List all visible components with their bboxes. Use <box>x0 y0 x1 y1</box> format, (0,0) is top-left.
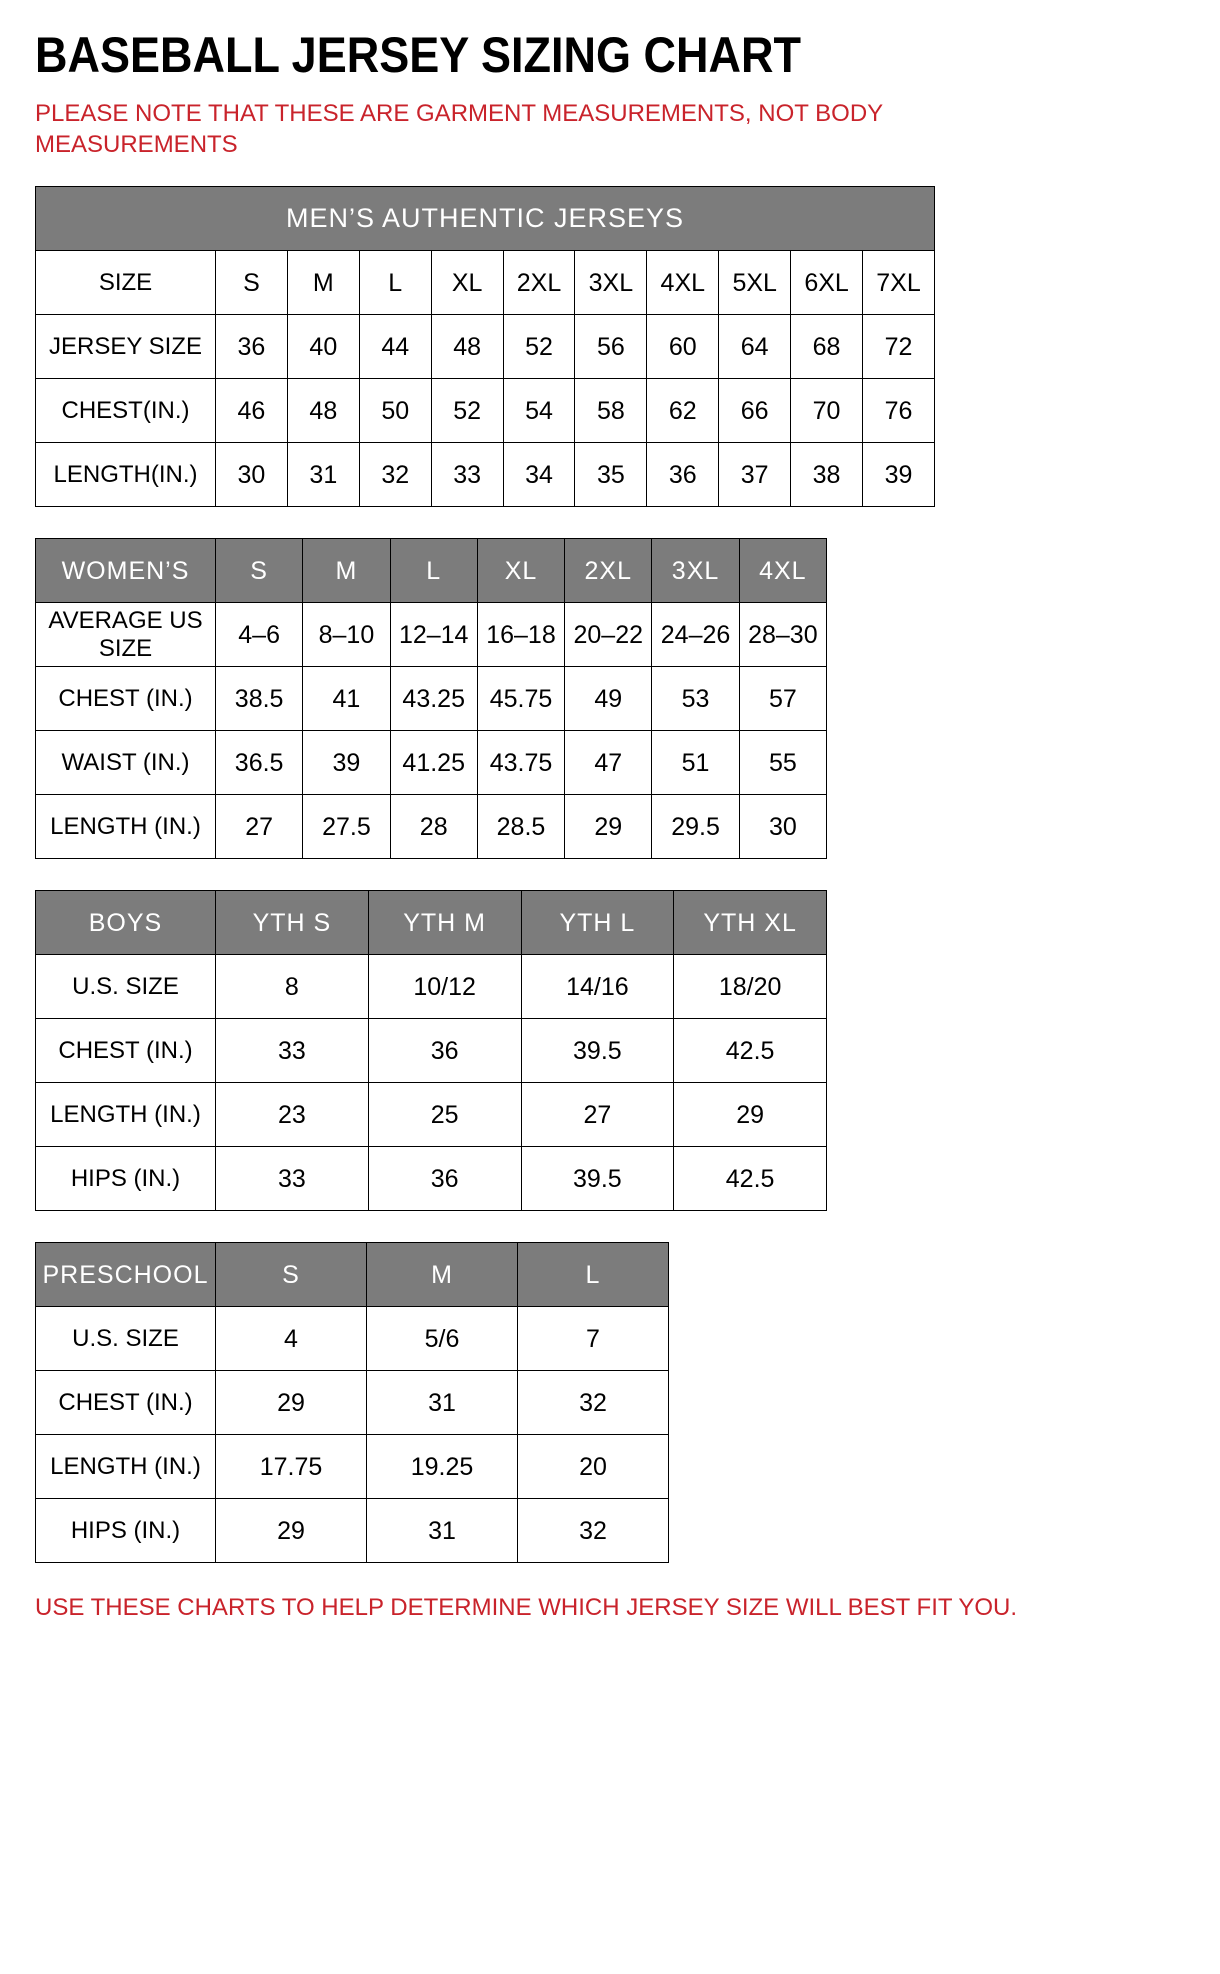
table-row <box>36 379 935 443</box>
row-label: LENGTH (IN.) <box>36 795 216 859</box>
mens-table-title: MEN’S AUTHENTIC JERSEYS <box>36 187 935 251</box>
value-cell: 49 <box>565 667 652 731</box>
row-label: JERSEY SIZE <box>36 315 216 379</box>
table-row <box>36 1371 669 1435</box>
womens-table-body <box>36 603 827 859</box>
value-cell: 7XL <box>863 251 935 315</box>
footer-note: USE THESE CHARTS TO HELP DETERMINE WHICH JERSEY SIZE WILL BEST FIT YOU. <box>35 1594 1018 1622</box>
boys-sizing-table <box>35 890 827 1211</box>
size-header-cell: M <box>367 1243 518 1307</box>
value-cell: 20–22 <box>565 603 652 667</box>
table-row <box>36 955 827 1019</box>
value-cell: 53 <box>652 667 739 731</box>
value-cell: 47 <box>565 731 652 795</box>
table-row <box>36 795 827 859</box>
value-cell: 3XL <box>575 251 647 315</box>
value-cell: 29 <box>674 1083 827 1147</box>
value-cell: 56 <box>575 315 647 379</box>
value-cell: 42.5 <box>674 1019 827 1083</box>
value-cell: 41.25 <box>390 731 477 795</box>
row-label: LENGTH(IN.) <box>36 443 216 507</box>
preschool-table-title: PRESCHOOL <box>36 1243 216 1307</box>
value-cell: 7 <box>518 1307 669 1371</box>
value-cell: 32 <box>518 1499 669 1563</box>
mens-table-head <box>36 187 935 251</box>
value-cell: 18/20 <box>674 955 827 1019</box>
boys-table-body <box>36 955 827 1211</box>
value-cell: 39.5 <box>521 1019 674 1083</box>
value-cell: 36 <box>216 315 288 379</box>
row-label: LENGTH (IN.) <box>36 1083 216 1147</box>
value-cell: 36 <box>368 1147 521 1211</box>
value-cell: 33 <box>431 443 503 507</box>
mens-sizing-table <box>35 186 935 507</box>
value-cell: 33 <box>216 1019 369 1083</box>
value-cell: 30 <box>739 795 826 859</box>
value-cell: XL <box>431 251 503 315</box>
value-cell: 28 <box>390 795 477 859</box>
row-label: SIZE <box>36 251 216 315</box>
value-cell: 6XL <box>791 251 863 315</box>
value-cell: L <box>359 251 431 315</box>
value-cell: 51 <box>652 731 739 795</box>
value-cell: 4XL <box>647 251 719 315</box>
size-header-cell: S <box>216 1243 367 1307</box>
row-label: CHEST (IN.) <box>36 1019 216 1083</box>
value-cell: 28.5 <box>477 795 564 859</box>
size-header-cell: L <box>518 1243 669 1307</box>
value-cell: 52 <box>503 315 575 379</box>
row-label: U.S. SIZE <box>36 1307 216 1371</box>
table-row <box>36 731 827 795</box>
size-header-cell: YTH L <box>521 891 674 955</box>
preschool-table-body <box>36 1307 669 1563</box>
womens-table-head <box>36 539 827 603</box>
table-row <box>36 1307 669 1371</box>
value-cell: 20 <box>518 1435 669 1499</box>
table-row <box>36 443 935 507</box>
value-cell: 64 <box>719 315 791 379</box>
row-label: CHEST (IN.) <box>36 667 216 731</box>
table-row <box>36 315 935 379</box>
table-row <box>36 1147 827 1211</box>
value-cell: 16–18 <box>477 603 564 667</box>
value-cell: 28–30 <box>739 603 826 667</box>
womens-table-title: WOMEN’S <box>36 539 216 603</box>
row-label: LENGTH (IN.) <box>36 1435 216 1499</box>
size-header-cell: YTH XL <box>674 891 827 955</box>
row-label: CHEST (IN.) <box>36 1371 216 1435</box>
mens-table-body <box>36 251 935 507</box>
womens-header-row <box>36 539 827 603</box>
value-cell: 8–10 <box>303 603 390 667</box>
value-cell: 31 <box>367 1499 518 1563</box>
value-cell: 30 <box>216 443 288 507</box>
value-cell: 29 <box>216 1371 367 1435</box>
boys-header-row <box>36 891 827 955</box>
value-cell: 44 <box>359 315 431 379</box>
table-row <box>36 251 935 315</box>
value-cell: 24–26 <box>652 603 739 667</box>
value-cell: 34 <box>503 443 575 507</box>
value-cell: 70 <box>791 379 863 443</box>
row-label: CHEST(IN.) <box>36 379 216 443</box>
value-cell: 42.5 <box>674 1147 827 1211</box>
womens-sizing-table <box>35 538 827 859</box>
row-label: HIPS (IN.) <box>36 1147 216 1211</box>
value-cell: 27.5 <box>303 795 390 859</box>
size-header-cell: YTH M <box>368 891 521 955</box>
size-header-cell: XL <box>477 539 564 603</box>
measurement-note: PLEASE NOTE THAT THESE ARE GARMENT MEASUREMENTS, NOT BODY MEASUREMENTS <box>35 100 883 159</box>
value-cell: 48 <box>431 315 503 379</box>
value-cell: 50 <box>359 379 431 443</box>
value-cell: 32 <box>359 443 431 507</box>
size-header-cell: M <box>303 539 390 603</box>
value-cell: 12–14 <box>390 603 477 667</box>
value-cell: 27 <box>216 795 303 859</box>
size-header-cell: 4XL <box>739 539 826 603</box>
row-label: U.S. SIZE <box>36 955 216 1019</box>
value-cell: 38.5 <box>216 667 303 731</box>
value-cell: 29 <box>565 795 652 859</box>
value-cell: 38 <box>791 443 863 507</box>
size-header-cell: S <box>216 539 303 603</box>
value-cell: 39.5 <box>521 1147 674 1211</box>
value-cell: 27 <box>521 1083 674 1147</box>
value-cell: 39 <box>303 731 390 795</box>
preschool-table-head <box>36 1243 669 1307</box>
row-label: HIPS (IN.) <box>36 1499 216 1563</box>
row-label: WAIST (IN.) <box>36 731 216 795</box>
size-header-cell: L <box>390 539 477 603</box>
value-cell: 66 <box>719 379 791 443</box>
value-cell: 48 <box>287 379 359 443</box>
size-header-cell: YTH S <box>216 891 369 955</box>
value-cell: 10/12 <box>368 955 521 1019</box>
table-row <box>36 603 827 667</box>
value-cell: 23 <box>216 1083 369 1147</box>
value-cell: 36 <box>368 1019 521 1083</box>
value-cell: 57 <box>739 667 826 731</box>
value-cell: 36.5 <box>216 731 303 795</box>
value-cell: 40 <box>287 315 359 379</box>
value-cell: 60 <box>647 315 719 379</box>
value-cell: 4 <box>216 1307 367 1371</box>
value-cell: 25 <box>368 1083 521 1147</box>
table-row <box>36 1019 827 1083</box>
value-cell: 33 <box>216 1147 369 1211</box>
value-cell: 35 <box>575 443 647 507</box>
value-cell: 17.75 <box>216 1435 367 1499</box>
value-cell: 39 <box>863 443 935 507</box>
mens-header-row <box>36 187 935 251</box>
value-cell: 55 <box>739 731 826 795</box>
value-cell: 43.25 <box>390 667 477 731</box>
table-row <box>36 667 827 731</box>
boys-table-head <box>36 891 827 955</box>
value-cell: 72 <box>863 315 935 379</box>
value-cell: 68 <box>791 315 863 379</box>
value-cell: 5/6 <box>367 1307 518 1371</box>
value-cell: 76 <box>863 379 935 443</box>
value-cell: 8 <box>216 955 369 1019</box>
value-cell: 4–6 <box>216 603 303 667</box>
value-cell: 2XL <box>503 251 575 315</box>
value-cell: 5XL <box>719 251 791 315</box>
size-header-cell: 2XL <box>565 539 652 603</box>
value-cell: 46 <box>216 379 288 443</box>
boys-table-title: BOYS <box>36 891 216 955</box>
value-cell: 62 <box>647 379 719 443</box>
value-cell: 29 <box>216 1499 367 1563</box>
value-cell: 32 <box>518 1371 669 1435</box>
value-cell: 52 <box>431 379 503 443</box>
value-cell: M <box>287 251 359 315</box>
page-title: BASEBALL JERSEY SIZING CHART <box>35 27 801 83</box>
value-cell: S <box>216 251 288 315</box>
value-cell: 45.75 <box>477 667 564 731</box>
value-cell: 43.75 <box>477 731 564 795</box>
table-row <box>36 1499 669 1563</box>
value-cell: 31 <box>367 1371 518 1435</box>
value-cell: 54 <box>503 379 575 443</box>
preschool-sizing-table <box>35 1242 669 1563</box>
value-cell: 14/16 <box>521 955 674 1019</box>
value-cell: 29.5 <box>652 795 739 859</box>
value-cell: 58 <box>575 379 647 443</box>
table-row <box>36 1083 827 1147</box>
value-cell: 41 <box>303 667 390 731</box>
value-cell: 36 <box>647 443 719 507</box>
value-cell: 19.25 <box>367 1435 518 1499</box>
value-cell: 31 <box>287 443 359 507</box>
preschool-header-row <box>36 1243 669 1307</box>
value-cell: 37 <box>719 443 791 507</box>
size-header-cell: 3XL <box>652 539 739 603</box>
table-row <box>36 1435 669 1499</box>
row-label: AVERAGE US SIZE <box>36 603 216 667</box>
